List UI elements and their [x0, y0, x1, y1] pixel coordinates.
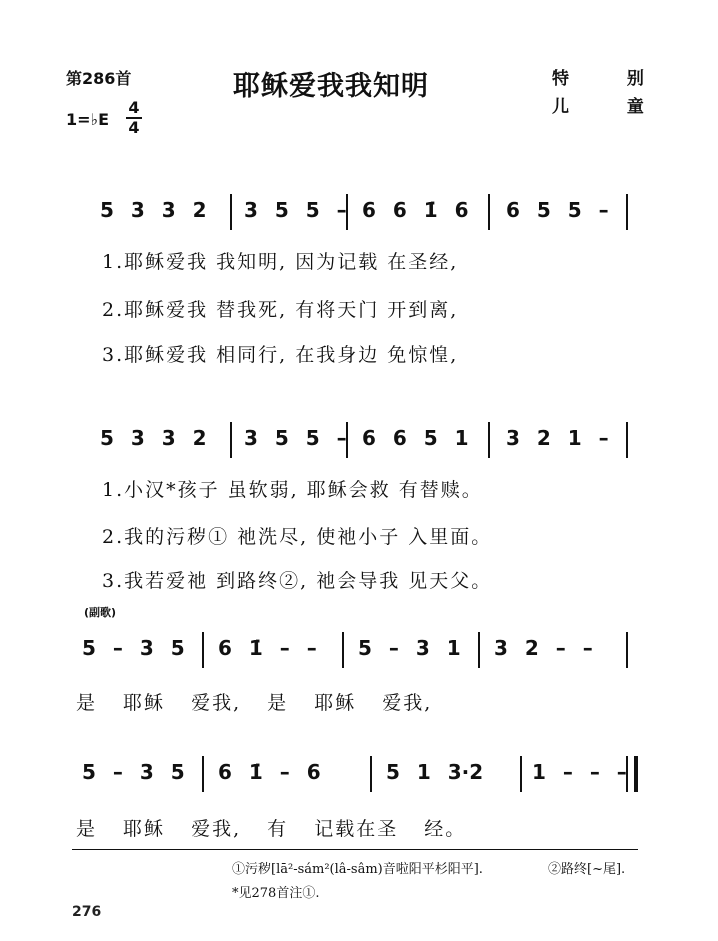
barline [626, 194, 628, 230]
barline [346, 422, 348, 458]
key-signature: 1=♭E [66, 110, 110, 129]
barline [342, 632, 344, 668]
barline [202, 632, 204, 668]
lyric-verse-2-line-2: 2.我的污秽① 祂洗尽, 使祂小子 入里面。 [102, 526, 493, 548]
barline [488, 194, 490, 230]
lyric-verse-1-line-1: 1.耶稣爱我 我知明, 因为记载 在圣经, [102, 251, 459, 273]
lyric-verse-3-line-2: 3.我若爱祂 到路终②, 祂会导我 见天父。 [102, 570, 493, 592]
refrain-lyric-1: 是 耶稣 爱我, 是 耶稣 爱我, [76, 692, 433, 714]
refrain-label: (副歌) [84, 606, 117, 619]
credit-line-2: 儿 童 [552, 97, 670, 117]
barline [626, 422, 628, 458]
measure-5: 5 3 3 2 [100, 426, 207, 450]
barline [488, 422, 490, 458]
final-double-barline [626, 756, 638, 792]
footnote-rule [72, 849, 638, 850]
footnote-3: *见278首注①. [232, 886, 320, 901]
measure-11: 5 – 3 1 [358, 636, 461, 660]
footnote-2: ②路终[~尾]. [548, 862, 626, 877]
score-system-3 [60, 636, 660, 684]
page-number: 276 [72, 904, 102, 920]
measure-12: 3 2 – – [494, 636, 593, 660]
measure-8: 3 2 1 – [506, 426, 609, 450]
barline [478, 632, 480, 668]
score-system-2 [60, 426, 660, 474]
time-signature [124, 99, 144, 137]
measure-14: 6 1̇ – 6 [218, 760, 321, 784]
barline [202, 756, 204, 792]
measure-2: 3 5 5 – [244, 198, 347, 222]
score-system-1 [60, 198, 660, 246]
barline [230, 194, 232, 230]
measure-4: 6 5 5 – [506, 198, 609, 222]
time-signature-bottom: 4 [128, 118, 140, 137]
barline [520, 756, 522, 792]
hymn-number: 第286首 [66, 69, 132, 88]
footnote-1: ①污秽[lā²-sám²(lâ-sâm)音啦阳平杉阳平]. [232, 862, 483, 877]
time-signature-top: 4 [128, 98, 140, 117]
refrain-lyric-2: 是 耶稣 爱我, 有 记载在圣 经。 [76, 818, 467, 840]
barline [346, 194, 348, 230]
barline [370, 756, 372, 792]
score-system-4 [60, 760, 660, 808]
measure-9: 5 – 3 5 [82, 636, 185, 660]
measure-6: 3 5 5 – [244, 426, 347, 450]
lyric-verse-3-line-1: 3.耶稣爱我 相同行, 在我身边 免惊惶, [102, 344, 459, 366]
measure-3: 6 6 1̇ 6 [362, 198, 469, 222]
measure-15: 5 1 3·2 [386, 760, 484, 784]
measure-1: 5 3 3 2 [100, 198, 207, 222]
credit-line-1: 特 别 [552, 69, 670, 89]
barline [626, 632, 628, 668]
lyric-verse-1-line-2: 1.小汉*孩子 虽软弱, 耶稣会救 有替赎。 [102, 479, 483, 501]
measure-16: 1 – – – [532, 760, 627, 784]
measure-13: 5 – 3 5 [82, 760, 185, 784]
measure-7: 6 6 5 1 [362, 426, 469, 450]
measure-10: 6 1̇ – – [218, 636, 317, 660]
lyric-verse-2-line-1: 2.耶稣爱我 替我死, 有将天门 开到离, [102, 299, 459, 321]
hymn-title: 耶稣爱我我知明 [233, 71, 429, 102]
barline [230, 422, 232, 458]
